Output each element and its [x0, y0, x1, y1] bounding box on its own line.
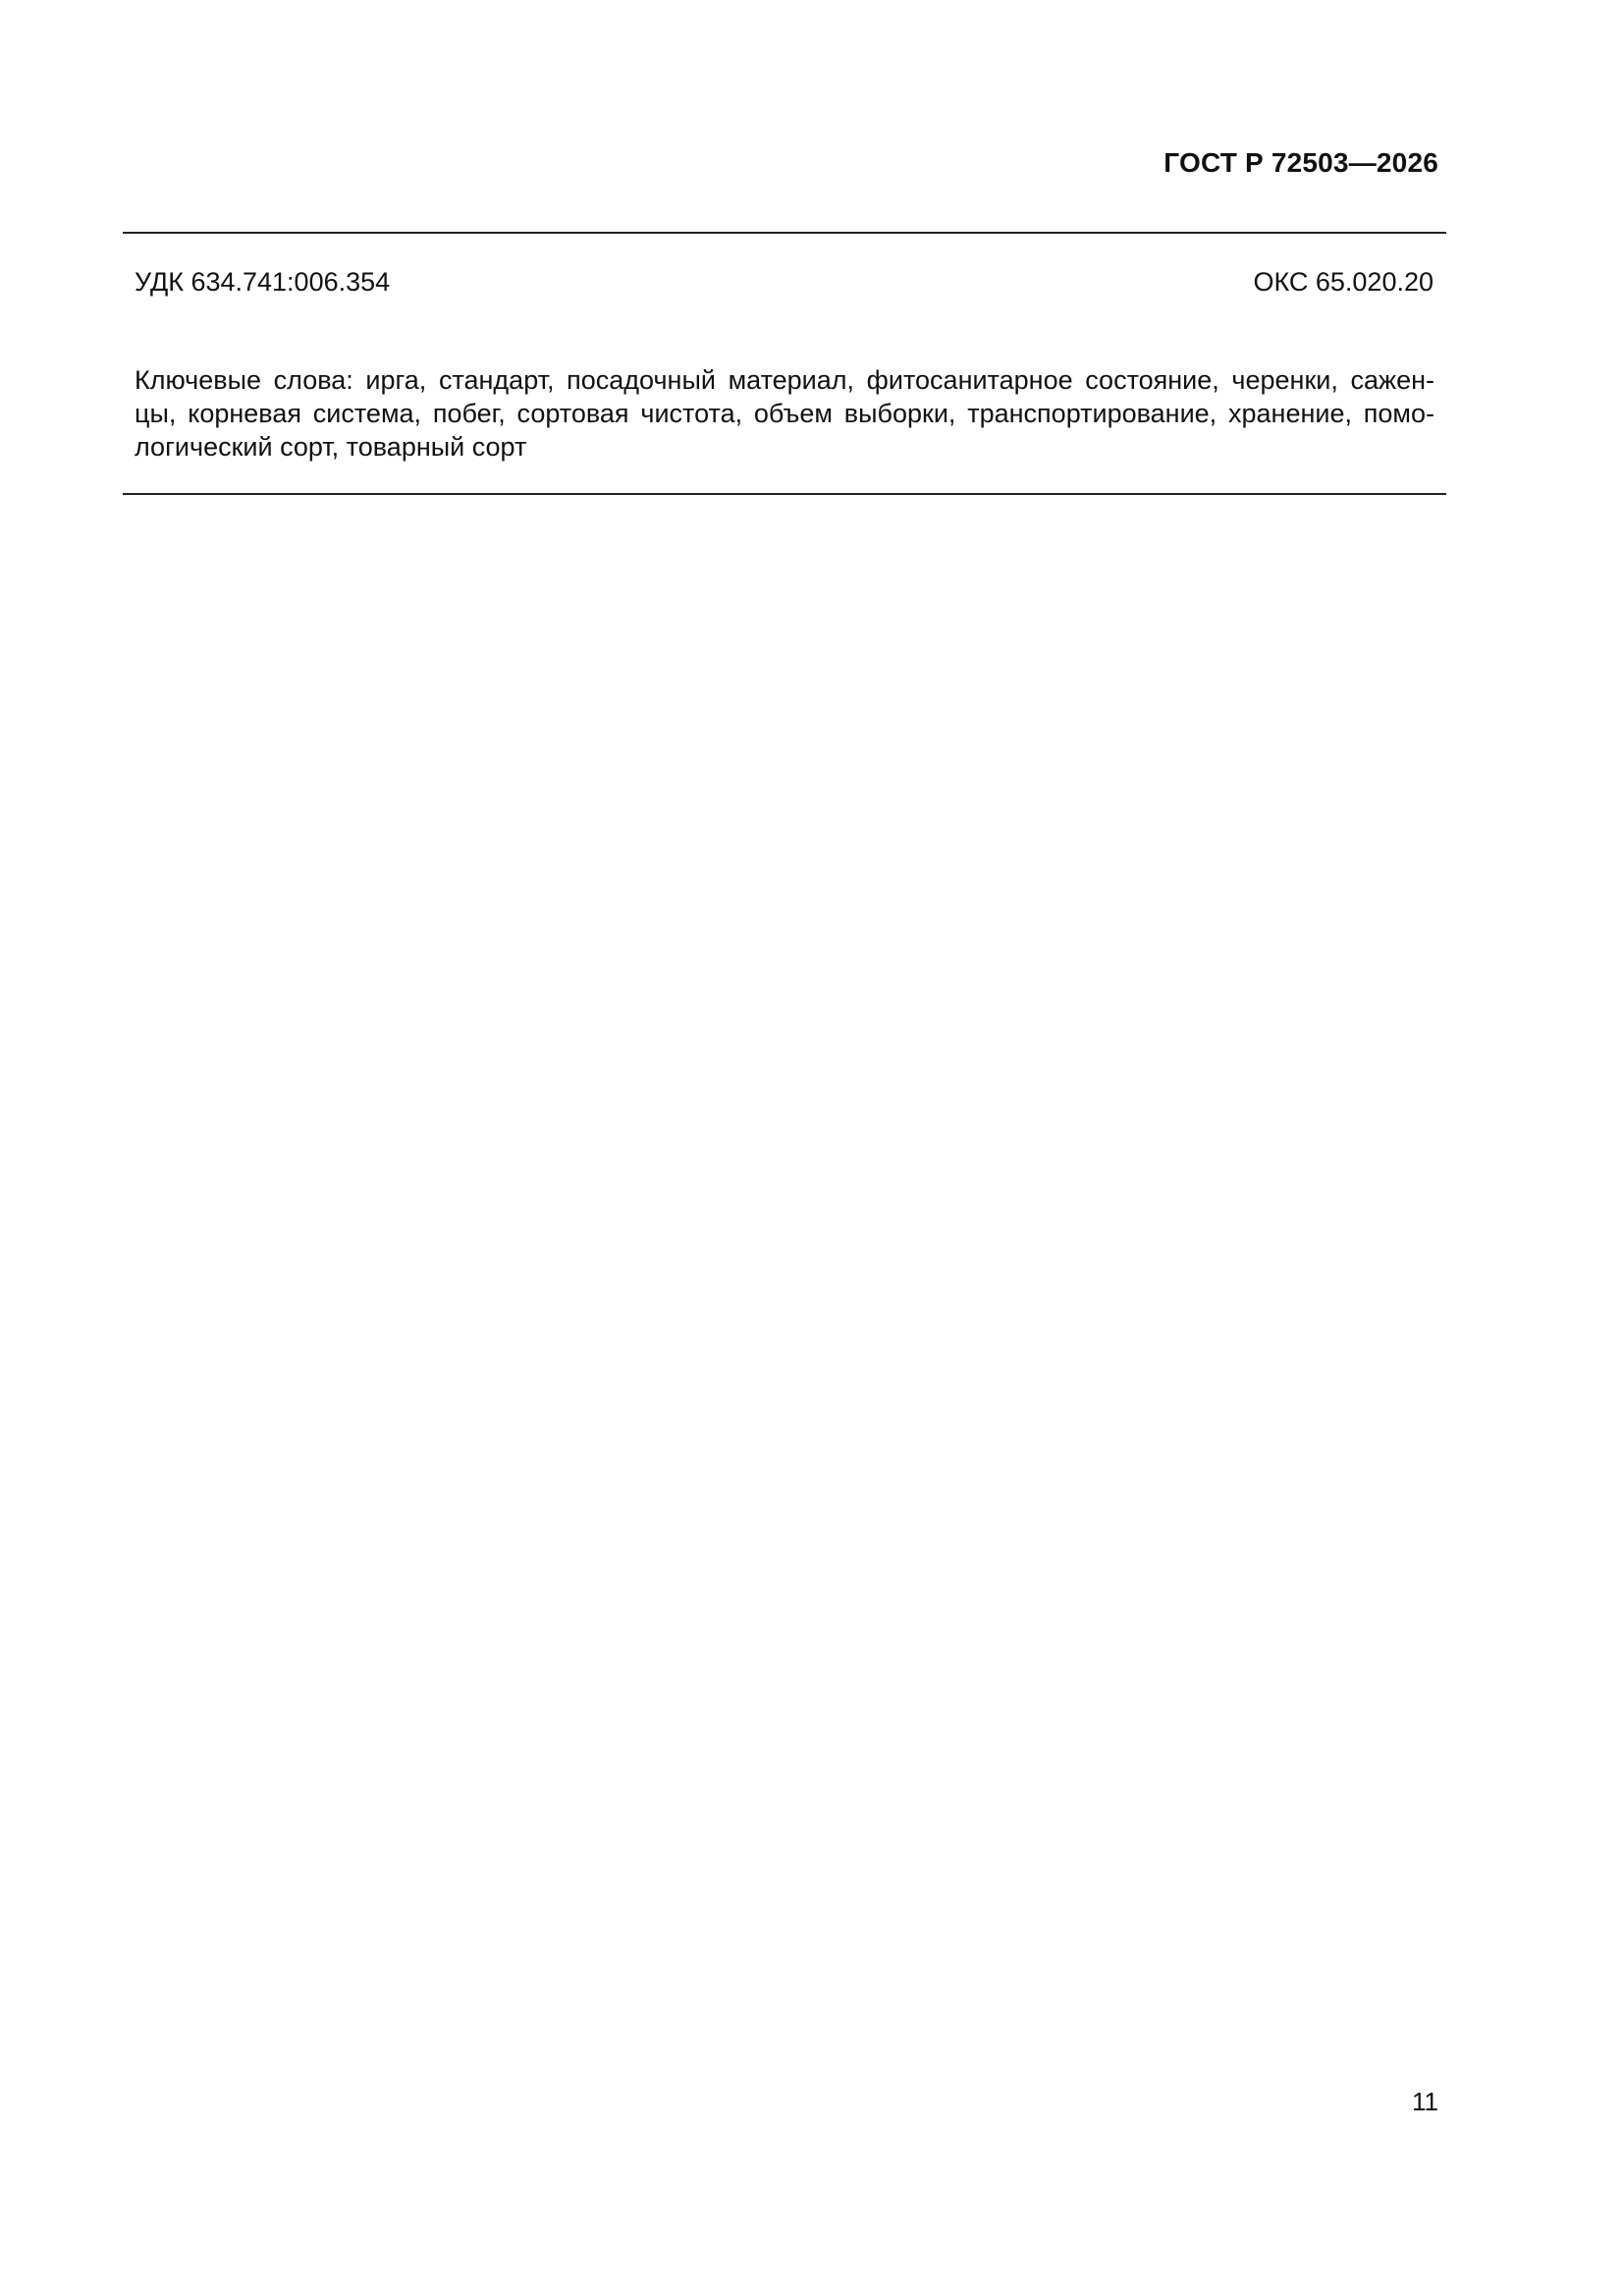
keywords-block — [135, 363, 1434, 464]
keywords-line-2: цы, корневая система, побег, сортовая чистота, объем выборки, транспортирование, хранение, помо- — [135, 399, 1434, 428]
bottom-divider — [123, 493, 1446, 495]
udk-code: УДК 634.741:006.354 — [135, 267, 391, 297]
keywords-line-1: Ключевые слова: ирга, стандарт, посадочный материал, фитосанитарное состояние, черенки, сажен- — [135, 365, 1434, 395]
oks-code: ОКС 65.020.20 — [1253, 267, 1434, 297]
page-number: 11 — [1412, 2087, 1438, 2116]
document-code: ГОСТ Р 72503—2026 — [1163, 147, 1438, 178]
top-divider — [123, 232, 1446, 234]
keywords-line-3: логический сорт, товарный сорт — [135, 432, 527, 462]
